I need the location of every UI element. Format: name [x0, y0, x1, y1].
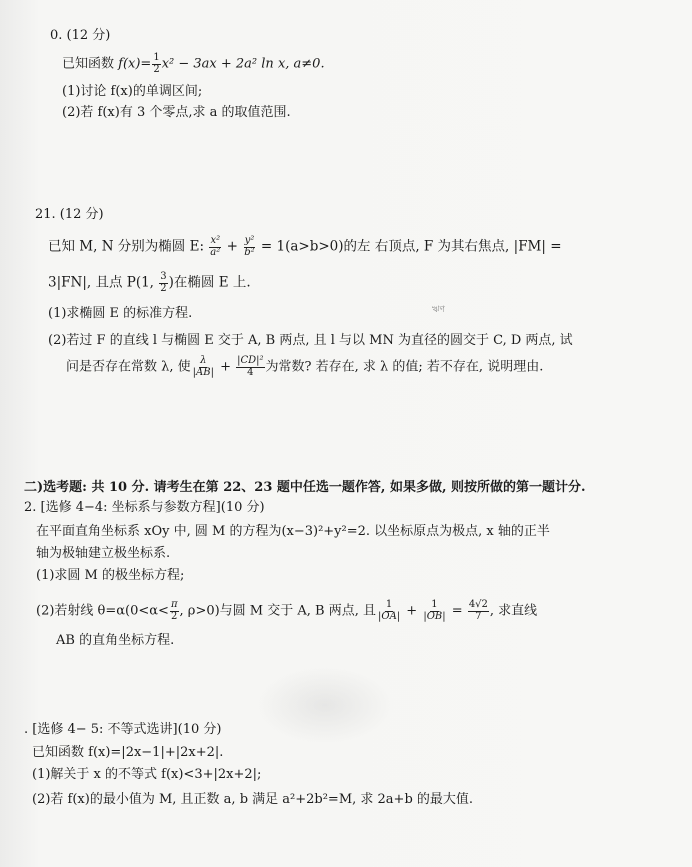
q22-oa-num: 1	[385, 599, 393, 610]
q22-part2-line1	[36, 600, 537, 622]
q21-line1	[48, 236, 562, 258]
q22-line2: 轴为极轴建立极坐标系.	[36, 546, 171, 561]
q21-p-den: 2	[160, 282, 167, 294]
q21-cd-num: |CD|²	[237, 355, 264, 366]
q20-stem-rest: x² − 3ax + 2a² ln x, a≠0.	[161, 56, 325, 72]
q20-stem-prefix: 已知函数	[62, 56, 119, 72]
q21-lambda-fraction	[192, 356, 215, 378]
q22-pi-num: π	[170, 599, 178, 610]
section2-heading: 二)选考题: 共 10 分. 请考生在第 22、23 题中任选一题作答, 如果多做, 则按所做的第一题计分.	[24, 480, 586, 495]
q21-y-num: y²	[244, 235, 255, 246]
q21-cd-den: 4	[247, 366, 254, 378]
q21-line1-a: 已知 M, N 分别为椭圆 E:	[48, 238, 209, 255]
q21-x-num: x²	[210, 235, 221, 246]
q21-line2-a: 3|FN|, 且点 P(1,	[48, 274, 159, 291]
q21-line1-b: = 1(a>b>0)的左 右顶点, F 为其右焦点, |FM| =	[256, 238, 562, 255]
q21-part2-line1: (2)若过 F 的直线 l 与椭圆 E 交于 A, B 两点, 且 l 与以 MN 为直径的圆交于 C, D 两点, 试	[48, 333, 573, 348]
q21-plus: +	[222, 238, 243, 255]
q22-ob-den: |OB|	[423, 610, 446, 622]
q20-half-den: 2	[153, 63, 160, 75]
q21-lambda-num: λ	[200, 355, 207, 366]
q22-pi-fraction	[170, 600, 179, 622]
q21-p2b-a: 问是否存在常数 λ, 使	[66, 359, 191, 375]
q22-oa-den: |OA|	[378, 610, 401, 622]
q21-header: 21. (12 分)	[35, 207, 104, 222]
q23-part2: (2)若 f(x)的最小值为 M, 且正数 a, b 满足 a²+2b²=M, 求 2a+b 的最大值.	[32, 792, 474, 807]
q22-ob-num: 1	[431, 599, 438, 610]
q20-stem	[62, 53, 325, 75]
q22-rhs-fraction	[468, 600, 489, 622]
q22-part1: (1)求圆 M 的极坐标方程;	[36, 568, 185, 583]
q21-p-num: 3	[160, 271, 167, 282]
q23-part1: (1)解关于 x 的不等式 f(x)<3+|2x+2|;	[32, 767, 262, 782]
q22-header: 2. [选修 4−4: 坐标系与参数方程](10 分)	[24, 500, 265, 515]
q22-p2-eq: =	[447, 603, 467, 619]
q21-line2	[48, 272, 251, 294]
q22-p2-b: , ρ>0)与圆 M 交于 A, B 两点, 且	[179, 603, 376, 619]
q21-part2-line2	[66, 356, 543, 378]
q21-x-den: a²	[210, 246, 221, 258]
q21-y-fraction	[243, 236, 255, 258]
q22-p2-a: (2)若射线 θ=α(0<α<	[36, 603, 169, 619]
q22-oa-fraction	[377, 600, 401, 622]
scan-smudge	[255, 665, 395, 745]
q20-part2: (2)若 f(x)有 3 个零点,求 a 的取值范围.	[62, 105, 291, 120]
q21-line2-b: )在椭圆 E 上.	[168, 274, 251, 291]
q21-x-fraction	[209, 236, 221, 258]
q21-p-fraction	[159, 272, 167, 294]
q21-scribble: ঋণ	[432, 305, 445, 315]
q20-half-num: 1	[153, 52, 160, 63]
q22-rhs-num: 4√2	[468, 599, 488, 610]
q21-p2b-plus: +	[215, 359, 236, 375]
q22-rhs-den: 7	[475, 610, 482, 622]
q22-p2-plus: +	[402, 603, 422, 619]
q22-p2-c: , 求直线	[489, 603, 538, 619]
q21-cd-fraction	[236, 356, 264, 378]
q22-pi-den: 2	[171, 610, 178, 622]
q21-part1: (1)求椭圆 E 的标准方程.	[48, 306, 193, 321]
q22-ob-fraction	[422, 600, 446, 622]
q21-p2b-b: 为常数? 若存在, 求 λ 的值; 若不存在, 说明理由.	[265, 359, 544, 375]
q20-stem-fx: f(x)=	[118, 56, 152, 72]
q21-lambda-den: |AB|	[192, 366, 214, 378]
q21-y-den: b²	[244, 246, 255, 258]
q20-header: 0. (12 分)	[50, 28, 111, 43]
q20-half-fraction	[152, 53, 160, 75]
q23-line1: 已知函数 f(x)=|2x−1|+|2x+2|.	[32, 745, 224, 760]
q23-header: . [选修 4− 5: 不等式选讲](10 分)	[24, 722, 222, 737]
q20-part1: (1)讨论 f(x)的单调区间;	[62, 84, 203, 99]
q22-part2-line2: AB 的直角坐标方程.	[56, 633, 175, 648]
q22-line1: 在平面直角坐标系 xOy 中, 圆 M 的方程为(x−3)²+y²=2. 以坐标原点为极点, x 轴的正半	[36, 524, 550, 539]
